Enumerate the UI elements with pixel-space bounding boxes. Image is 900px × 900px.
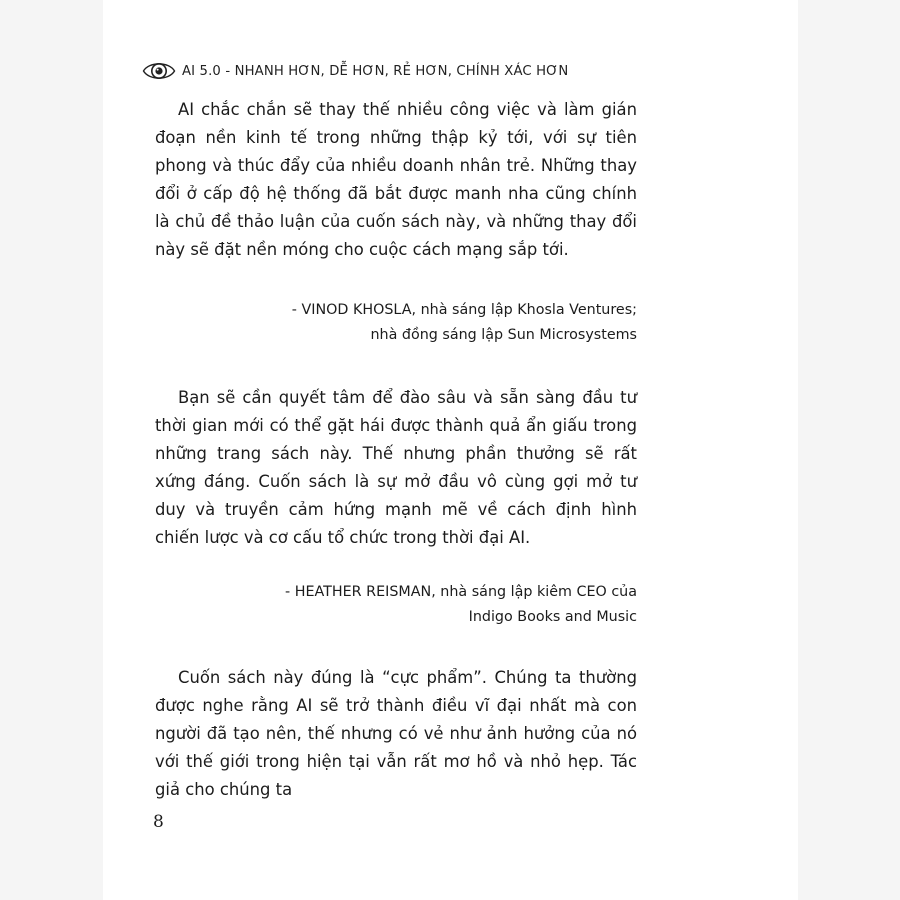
- attribution-line: - VINOD KHOSLA, nhà sáng lập Khosla Ventures;: [291, 302, 637, 318]
- running-header: [142, 56, 568, 86]
- quote-3-text: Cuốn sách này đúng là “cực phẩm”. Chúng ta thường được nghe rằng AI sẽ trở thành điều vĩ đại nhất mà con người đã tạo nên, thế nhưng có vẻ như ảnh hưởng của nó với thế giới trong hiện tại vẫn rất mơ hồ và nhỏ hẹp. Tác giả cho chúng ta: [155, 668, 637, 800]
- quote-1-text: AI chắc chắn sẽ thay thế nhiều công việc và làm gián đoạn nền kinh tế trong những thập kỷ tới, với sự tiên phong và thúc đẩy của nhiều doanh nhân trẻ. Những thay đổi ở cấp độ hệ thống đã bắt được manh nha cũng chính là chủ đề thảo luận của cuốn sách này, và những thay đổi này sẽ đặt nền móng cho cuộc cách mạng sắp tới.: [155, 100, 637, 260]
- quote-1-attribution: [155, 298, 637, 348]
- attribution-line: Indigo Books and Music: [468, 609, 637, 625]
- quote-1: [155, 96, 637, 265]
- page-number: 8: [153, 812, 164, 832]
- attribution-line: nhà đồng sáng lập Sun Microsystems: [370, 327, 637, 343]
- quote-2-attribution: [155, 580, 637, 630]
- quote-2-text: Bạn sẽ cần quyết tâm để đào sâu và sẵn sàng đầu tư thời gian mới có thể gặt hái được thành quả ẩn giấu trong những trang sách này. Thế nhưng phần thưởng sẽ rất xứng đáng. Cuốn sách là sự mở đầu vô cùng gợi mở tư duy và truyền cảm hứng mạnh mẽ về cách định hình chiến lược và cơ cấu tổ chức trong thời đại AI.: [155, 388, 637, 548]
- header-title: AI 5.0 - NHANH HƠN, DỄ HƠN, RẺ HƠN, CHÍNH XÁC HƠN: [182, 63, 569, 79]
- quote-2: [155, 384, 637, 553]
- eye-icon: [142, 58, 176, 84]
- quote-3: [155, 664, 637, 804]
- attribution-line: - HEATHER REISMAN, nhà sáng lập kiêm CEO của: [285, 584, 637, 600]
